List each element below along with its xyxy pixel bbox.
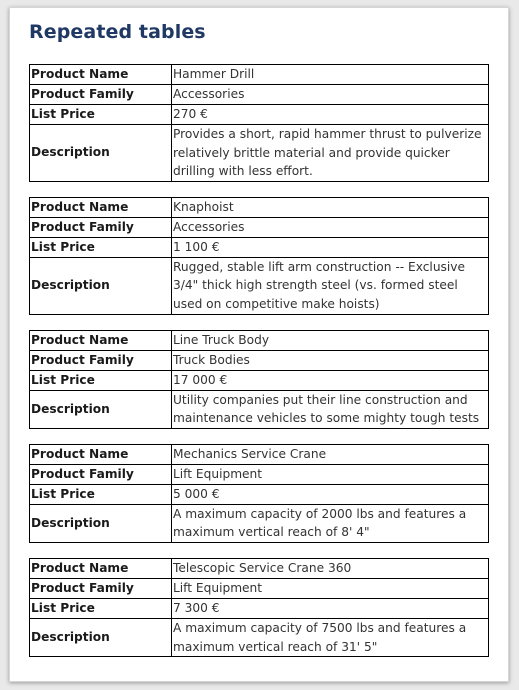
- product-family-label: Product Family: [30, 578, 172, 598]
- product-family-row: [30, 85, 489, 105]
- product-name-row: [30, 558, 489, 578]
- product-family-row: [30, 350, 489, 370]
- product-tables: [29, 64, 489, 672]
- description-value: A maximum capacity of 7500 lbs and features a maximum vertical reach of 31' 5": [172, 618, 489, 656]
- product-name-label: Product Name: [30, 558, 172, 578]
- page-title: Repeated tables: [29, 21, 206, 43]
- description-value: Provides a short, rapid hammer thrust to pulverize relatively brittle material and provide quicker drilling with less effort.: [172, 125, 489, 182]
- list-price-value: 5 000 €: [172, 484, 489, 504]
- product-name-label: Product Name: [30, 65, 172, 85]
- description-value: Rugged, stable lift arm construction -- Exclusive 3/4" thick high strength steel (vs. formed steel used on competitive make hoists): [172, 257, 489, 314]
- list-price-label: List Price: [30, 484, 172, 504]
- list-price-value: 270 €: [172, 105, 489, 125]
- list-price-row: [30, 598, 489, 618]
- product-family-row: [30, 217, 489, 237]
- product-name-value: Telescopic Service Crane 360: [172, 558, 489, 578]
- document-page: [9, 7, 509, 682]
- product-name-label: Product Name: [30, 197, 172, 217]
- list-price-value: 17 000 €: [172, 370, 489, 390]
- description-value: Utility companies put their line construction and maintenance vehicles to some mighty tough tests: [172, 390, 489, 428]
- description-value: A maximum capacity of 2000 lbs and features a maximum vertical reach of 8' 4": [172, 504, 489, 542]
- list-price-value: 7 300 €: [172, 598, 489, 618]
- product-name-row: [30, 444, 489, 464]
- product-name-value: Line Truck Body: [172, 330, 489, 350]
- list-price-row: [30, 237, 489, 257]
- description-row: [30, 390, 489, 428]
- list-price-row: [30, 105, 489, 125]
- product-family-label: Product Family: [30, 350, 172, 370]
- list-price-value: 1 100 €: [172, 237, 489, 257]
- description-row: [30, 257, 489, 314]
- product-table: [29, 444, 489, 543]
- description-label: Description: [30, 125, 172, 182]
- description-row: [30, 125, 489, 182]
- description-label: Description: [30, 390, 172, 428]
- description-label: Description: [30, 257, 172, 314]
- list-price-row: [30, 370, 489, 390]
- product-family-row: [30, 578, 489, 598]
- product-family-label: Product Family: [30, 85, 172, 105]
- product-family-value: Lift Equipment: [172, 464, 489, 484]
- list-price-label: List Price: [30, 370, 172, 390]
- list-price-label: List Price: [30, 598, 172, 618]
- list-price-label: List Price: [30, 105, 172, 125]
- description-row: [30, 618, 489, 656]
- product-table: [29, 558, 489, 657]
- product-table: [29, 197, 489, 315]
- product-name-value: Mechanics Service Crane: [172, 444, 489, 464]
- product-name-value: Knaphoist: [172, 197, 489, 217]
- product-table: [29, 64, 489, 182]
- product-name-value: Hammer Drill: [172, 65, 489, 85]
- product-name-row: [30, 197, 489, 217]
- description-label: Description: [30, 504, 172, 542]
- product-family-row: [30, 464, 489, 484]
- list-price-row: [30, 484, 489, 504]
- product-family-value: Truck Bodies: [172, 350, 489, 370]
- product-name-label: Product Name: [30, 444, 172, 464]
- description-row: [30, 504, 489, 542]
- product-table: [29, 330, 489, 429]
- product-family-label: Product Family: [30, 464, 172, 484]
- product-family-value: Accessories: [172, 217, 489, 237]
- product-name-row: [30, 65, 489, 85]
- product-name-label: Product Name: [30, 330, 172, 350]
- description-label: Description: [30, 618, 172, 656]
- product-family-label: Product Family: [30, 217, 172, 237]
- product-family-value: Accessories: [172, 85, 489, 105]
- product-name-row: [30, 330, 489, 350]
- list-price-label: List Price: [30, 237, 172, 257]
- product-family-value: Lift Equipment: [172, 578, 489, 598]
